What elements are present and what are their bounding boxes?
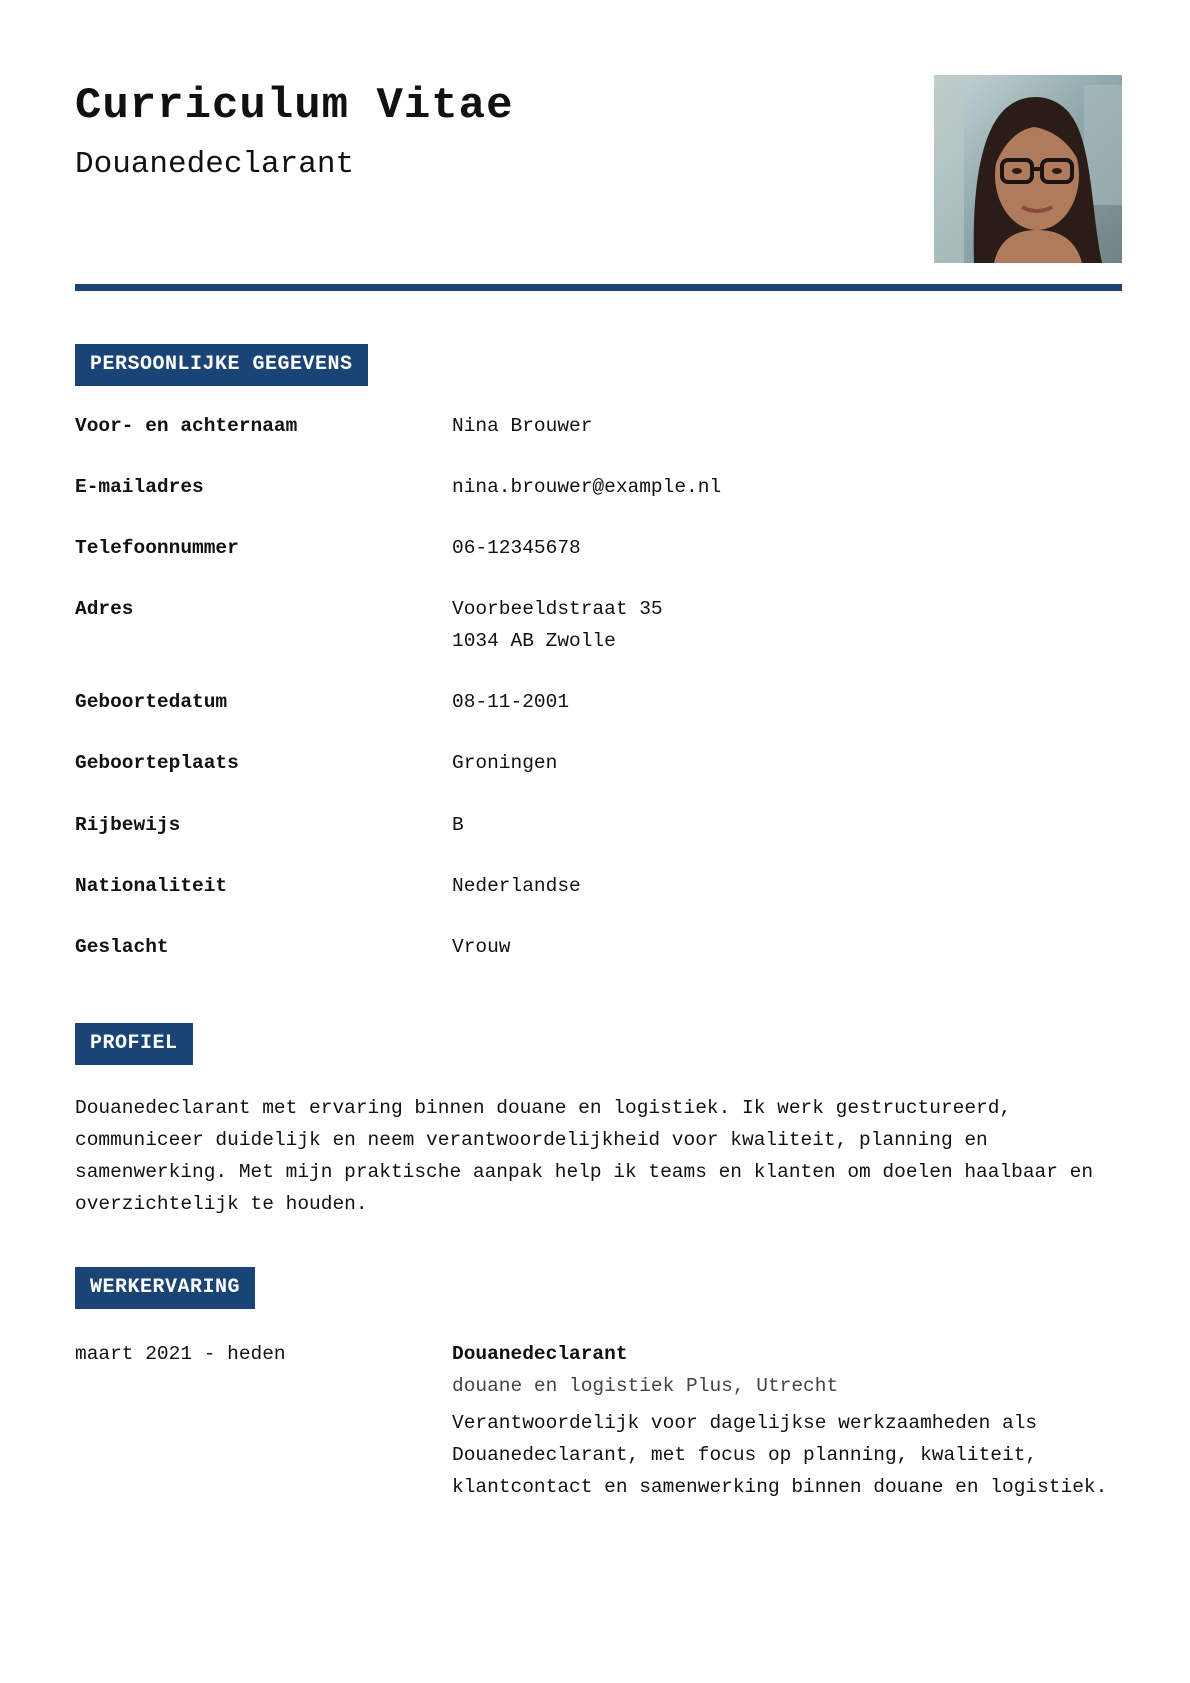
portrait-image	[934, 75, 1122, 263]
personal-details-heading: PERSOONLIJKE GEGEVENS	[75, 344, 368, 386]
field-value: Vrouw	[452, 936, 511, 958]
page-title: Curriculum Vitae	[75, 81, 514, 131]
header-divider	[75, 284, 1122, 291]
field-label: Adres	[75, 598, 134, 620]
field-value: Voorbeeldstraat 35 1034 AB Zwolle	[452, 598, 663, 652]
field-value: B	[452, 814, 464, 836]
profile-photo	[934, 75, 1122, 263]
field-value: 06-12345678	[452, 537, 581, 559]
field-value: Nederlandse	[452, 875, 581, 897]
field-label: Voor- en achternaam	[75, 415, 298, 437]
field-value: Nina Brouwer	[452, 415, 593, 437]
field-label: Geboortedatum	[75, 691, 228, 713]
experience-company: douane en logistiek Plus, Utrecht	[452, 1375, 839, 1397]
experience-description: Verantwoordelijk voor dagelijkse werkzaamheden als Douanedeclarant, met focus op planning, kwaliteit, klantcontact en samenwerking binnen douane en logistiek.	[452, 1412, 1108, 1498]
field-value: 08-11-2001	[452, 691, 570, 713]
field-value: Groningen	[452, 752, 558, 774]
field-label: Nationaliteit	[75, 875, 228, 897]
profile-text: Douanedeclarant met ervaring binnen douane en logistiek. Ik werk gestructureerd, communiceer duidelijk en neem verantwoordelijkheid voor kwaliteit, planning en samenwerking. Met mijn praktische aanpak help ik teams en klanten om doelen haalbaar en overzichtelijk te houden.	[75, 1097, 1094, 1215]
field-value: nina.brouwer@example.nl	[452, 476, 722, 498]
field-label: Rijbewijs	[75, 814, 181, 836]
profile-heading: PROFIEL	[75, 1023, 193, 1065]
experience-job-title: Douanedeclarant	[452, 1343, 628, 1365]
field-label: E-mailadres	[75, 476, 204, 498]
field-label: Geslacht	[75, 936, 169, 958]
field-label: Telefoonnummer	[75, 537, 239, 559]
job-subtitle: Douanedeclarant	[75, 147, 355, 182]
work-experience-heading: WERKERVARING	[75, 1267, 255, 1309]
experience-details	[452, 1338, 1122, 1503]
field-label: Geboorteplaats	[75, 752, 239, 774]
experience-period: maart 2021 - heden	[75, 1343, 286, 1365]
